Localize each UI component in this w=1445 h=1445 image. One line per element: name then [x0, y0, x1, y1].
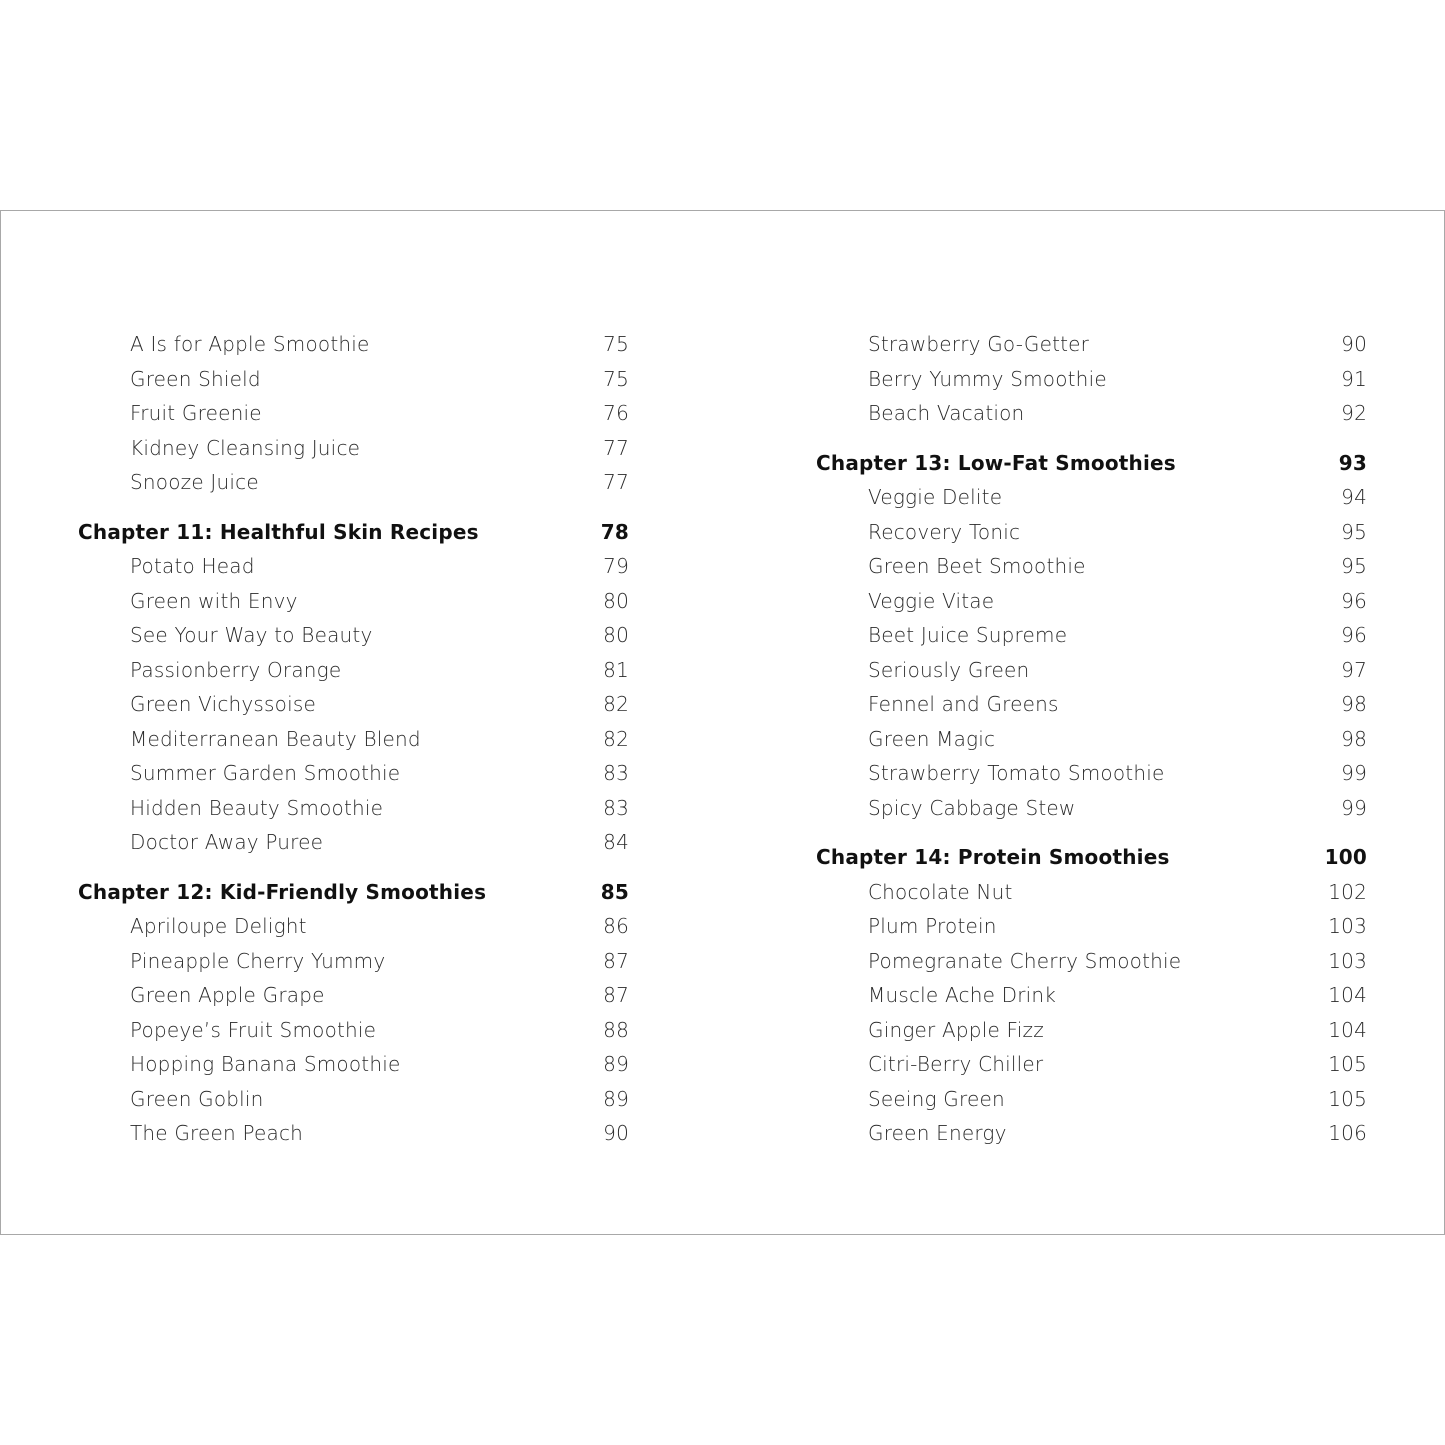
- recipe-title: Kidney Cleansing Juice: [130, 435, 361, 460]
- page-number: 96: [1341, 623, 1367, 647]
- page-number: 85: [600, 879, 629, 904]
- toc-entry: [816, 1116, 1367, 1151]
- page-number: 105: [1328, 1086, 1367, 1111]
- toc-entry: [78, 978, 629, 1013]
- page-number: 92: [1341, 401, 1367, 425]
- recipe-title: Pomegranate Cherry Smoothie: [868, 948, 1182, 973]
- toc-entry: [816, 549, 1367, 584]
- toc-entry: [78, 584, 629, 619]
- recipe-title: Seeing Green: [868, 1086, 1005, 1111]
- toc-entry: [78, 722, 629, 757]
- toc-entry: [78, 1013, 629, 1048]
- page-number: 104: [1328, 983, 1367, 1007]
- page-number: 104: [1328, 1017, 1367, 1042]
- page-number: 99: [1341, 795, 1367, 820]
- recipe-title: Strawberry Go-Getter: [868, 332, 1090, 356]
- page-number: 77: [603, 470, 629, 494]
- toc-entry: [816, 791, 1367, 826]
- toc-entry: [78, 944, 629, 979]
- recipe-title: Green Shield: [130, 366, 261, 391]
- chapter-heading: [816, 840, 1367, 875]
- toc-page: [0, 210, 1445, 1235]
- page-number: 87: [603, 948, 629, 973]
- toc-entry: [78, 756, 629, 791]
- toc-entry: [816, 875, 1367, 910]
- toc-entry: [816, 653, 1367, 688]
- page-number: 102: [1328, 879, 1367, 904]
- toc-entry: [816, 1013, 1367, 1048]
- toc-entry: [816, 1082, 1367, 1117]
- recipe-title: Green Energy: [868, 1121, 1007, 1145]
- page-number: 90: [1341, 332, 1367, 356]
- page-number: 81: [603, 657, 629, 682]
- toc-entry: [78, 687, 629, 722]
- page-number: 78: [600, 519, 629, 544]
- recipe-title: Berry Yummy Smoothie: [868, 366, 1107, 391]
- recipe-title: Veggie Delite: [868, 485, 1003, 509]
- recipe-title: Plum Protein: [868, 914, 997, 938]
- recipe-title: Potato Head: [130, 554, 255, 578]
- toc-entry: [78, 327, 629, 362]
- page-number: 95: [1341, 519, 1367, 544]
- page-number: 105: [1328, 1052, 1367, 1076]
- page-number: 90: [603, 1121, 629, 1145]
- toc-entry: [78, 396, 629, 431]
- toc-entry: [816, 515, 1367, 550]
- toc-entry: [816, 687, 1367, 722]
- toc-entry: [78, 431, 629, 466]
- page-number: 79: [603, 554, 629, 578]
- page-number: 83: [603, 795, 629, 820]
- recipe-title: See Your Way to Beauty: [130, 623, 373, 647]
- toc-entry: [78, 653, 629, 688]
- recipe-title: Ginger Apple Fizz: [868, 1017, 1044, 1042]
- page-number: 80: [603, 623, 629, 647]
- recipe-title: Green Beet Smoothie: [868, 554, 1086, 578]
- page-number: 77: [603, 435, 629, 460]
- recipe-title: Veggie Vitae: [868, 588, 995, 613]
- recipe-title: Beet Juice Supreme: [868, 623, 1068, 647]
- toc-entry: [816, 756, 1367, 791]
- toc-entry: [78, 1116, 629, 1151]
- recipe-title: Chocolate Nut: [868, 879, 1013, 904]
- recipe-title: Hidden Beauty Smoothie: [130, 795, 384, 820]
- recipe-title: Snooze Juice: [130, 470, 259, 494]
- recipe-title: Mediterranean Beauty Blend: [130, 726, 421, 751]
- recipe-title: A Is for Apple Smoothie: [130, 332, 370, 356]
- recipe-title: Pineapple Cherry Yummy: [130, 948, 386, 973]
- page-number: 89: [603, 1086, 629, 1111]
- recipe-title: Fennel and Greens: [868, 692, 1059, 716]
- page-number: 106: [1328, 1121, 1367, 1145]
- recipe-title: Green with Envy: [130, 588, 298, 613]
- page-number: 103: [1328, 948, 1367, 973]
- toc-entry: [78, 1047, 629, 1082]
- chapter-heading: [78, 515, 629, 550]
- recipe-title: Doctor Away Puree: [130, 830, 324, 854]
- page-number: 95: [1341, 554, 1367, 578]
- recipe-title: Citri-Berry Chiller: [868, 1052, 1044, 1076]
- page-number: 87: [603, 983, 629, 1007]
- toc-entry: [78, 618, 629, 653]
- recipe-title: Hopping Banana Smoothie: [130, 1052, 401, 1076]
- toc-right-column: [816, 327, 1367, 1151]
- chapter-title: Chapter 14: Protein Smoothies: [816, 845, 1170, 869]
- toc-entry: [78, 465, 629, 500]
- page-number: 75: [603, 366, 629, 391]
- page-number: 103: [1328, 914, 1367, 938]
- recipe-title: Summer Garden Smoothie: [130, 761, 401, 785]
- chapter-heading: [78, 875, 629, 910]
- toc-entry: [78, 549, 629, 584]
- toc-entry: [816, 909, 1367, 944]
- toc-entry: [816, 327, 1367, 362]
- recipe-title: Green Goblin: [130, 1086, 264, 1111]
- toc-entry: [816, 978, 1367, 1013]
- page-number: 97: [1341, 657, 1367, 682]
- page-number: 98: [1341, 692, 1367, 716]
- page-number: 100: [1324, 845, 1367, 869]
- chapter-title: Chapter 11: Healthful Skin Recipes: [78, 519, 479, 544]
- toc-entry: [78, 909, 629, 944]
- toc-left-column: [78, 327, 629, 1151]
- recipe-title: Recovery Tonic: [868, 519, 1021, 544]
- toc-entry: [78, 362, 629, 397]
- recipe-title: Green Magic: [868, 726, 996, 751]
- recipe-title: Beach Vacation: [868, 401, 1025, 425]
- recipe-title: Green Apple Grape: [130, 983, 325, 1007]
- page-number: 83: [603, 761, 629, 785]
- page-number: 75: [603, 332, 629, 356]
- toc-entry: [816, 618, 1367, 653]
- page-number: 96: [1341, 588, 1367, 613]
- chapter-heading: [816, 446, 1367, 481]
- toc-entry: [816, 396, 1367, 431]
- toc-entry: [78, 791, 629, 826]
- toc-entry: [816, 584, 1367, 619]
- page-number: 80: [603, 588, 629, 613]
- toc-entry: [816, 1047, 1367, 1082]
- recipe-title: Muscle Ache Drink: [868, 983, 1057, 1007]
- recipe-title: Seriously Green: [868, 657, 1030, 682]
- page-number: 93: [1338, 450, 1367, 475]
- page-number: 76: [603, 401, 629, 425]
- chapter-title: Chapter 12: Kid-Friendly Smoothies: [78, 879, 487, 904]
- page-number: 89: [603, 1052, 629, 1076]
- toc-entry: [816, 944, 1367, 979]
- toc-entry: [78, 1082, 629, 1117]
- recipe-title: Passionberry Orange: [130, 657, 342, 682]
- toc-entry: [816, 722, 1367, 757]
- recipe-title: Green Vichyssoise: [130, 692, 316, 716]
- recipe-title: Spicy Cabbage Stew: [868, 795, 1076, 820]
- toc-entry: [816, 362, 1367, 397]
- page-number: 84: [603, 830, 629, 854]
- recipe-title: Strawberry Tomato Smoothie: [868, 761, 1165, 785]
- page-number: 82: [603, 726, 629, 751]
- recipe-title: Apriloupe Delight: [130, 914, 307, 938]
- chapter-title: Chapter 13: Low-Fat Smoothies: [816, 450, 1176, 475]
- page-number: 88: [603, 1017, 629, 1042]
- page-number: 94: [1341, 485, 1367, 509]
- page-number: 86: [603, 914, 629, 938]
- toc-entry: [78, 825, 629, 860]
- recipe-title: Fruit Greenie: [130, 401, 262, 425]
- page-number: 98: [1341, 726, 1367, 751]
- recipe-title: Popeye’s Fruit Smoothie: [130, 1017, 377, 1042]
- toc-entry: [816, 480, 1367, 515]
- page-number: 91: [1341, 366, 1367, 391]
- page-number: 99: [1341, 761, 1367, 785]
- page-number: 82: [603, 692, 629, 716]
- recipe-title: The Green Peach: [130, 1121, 304, 1145]
